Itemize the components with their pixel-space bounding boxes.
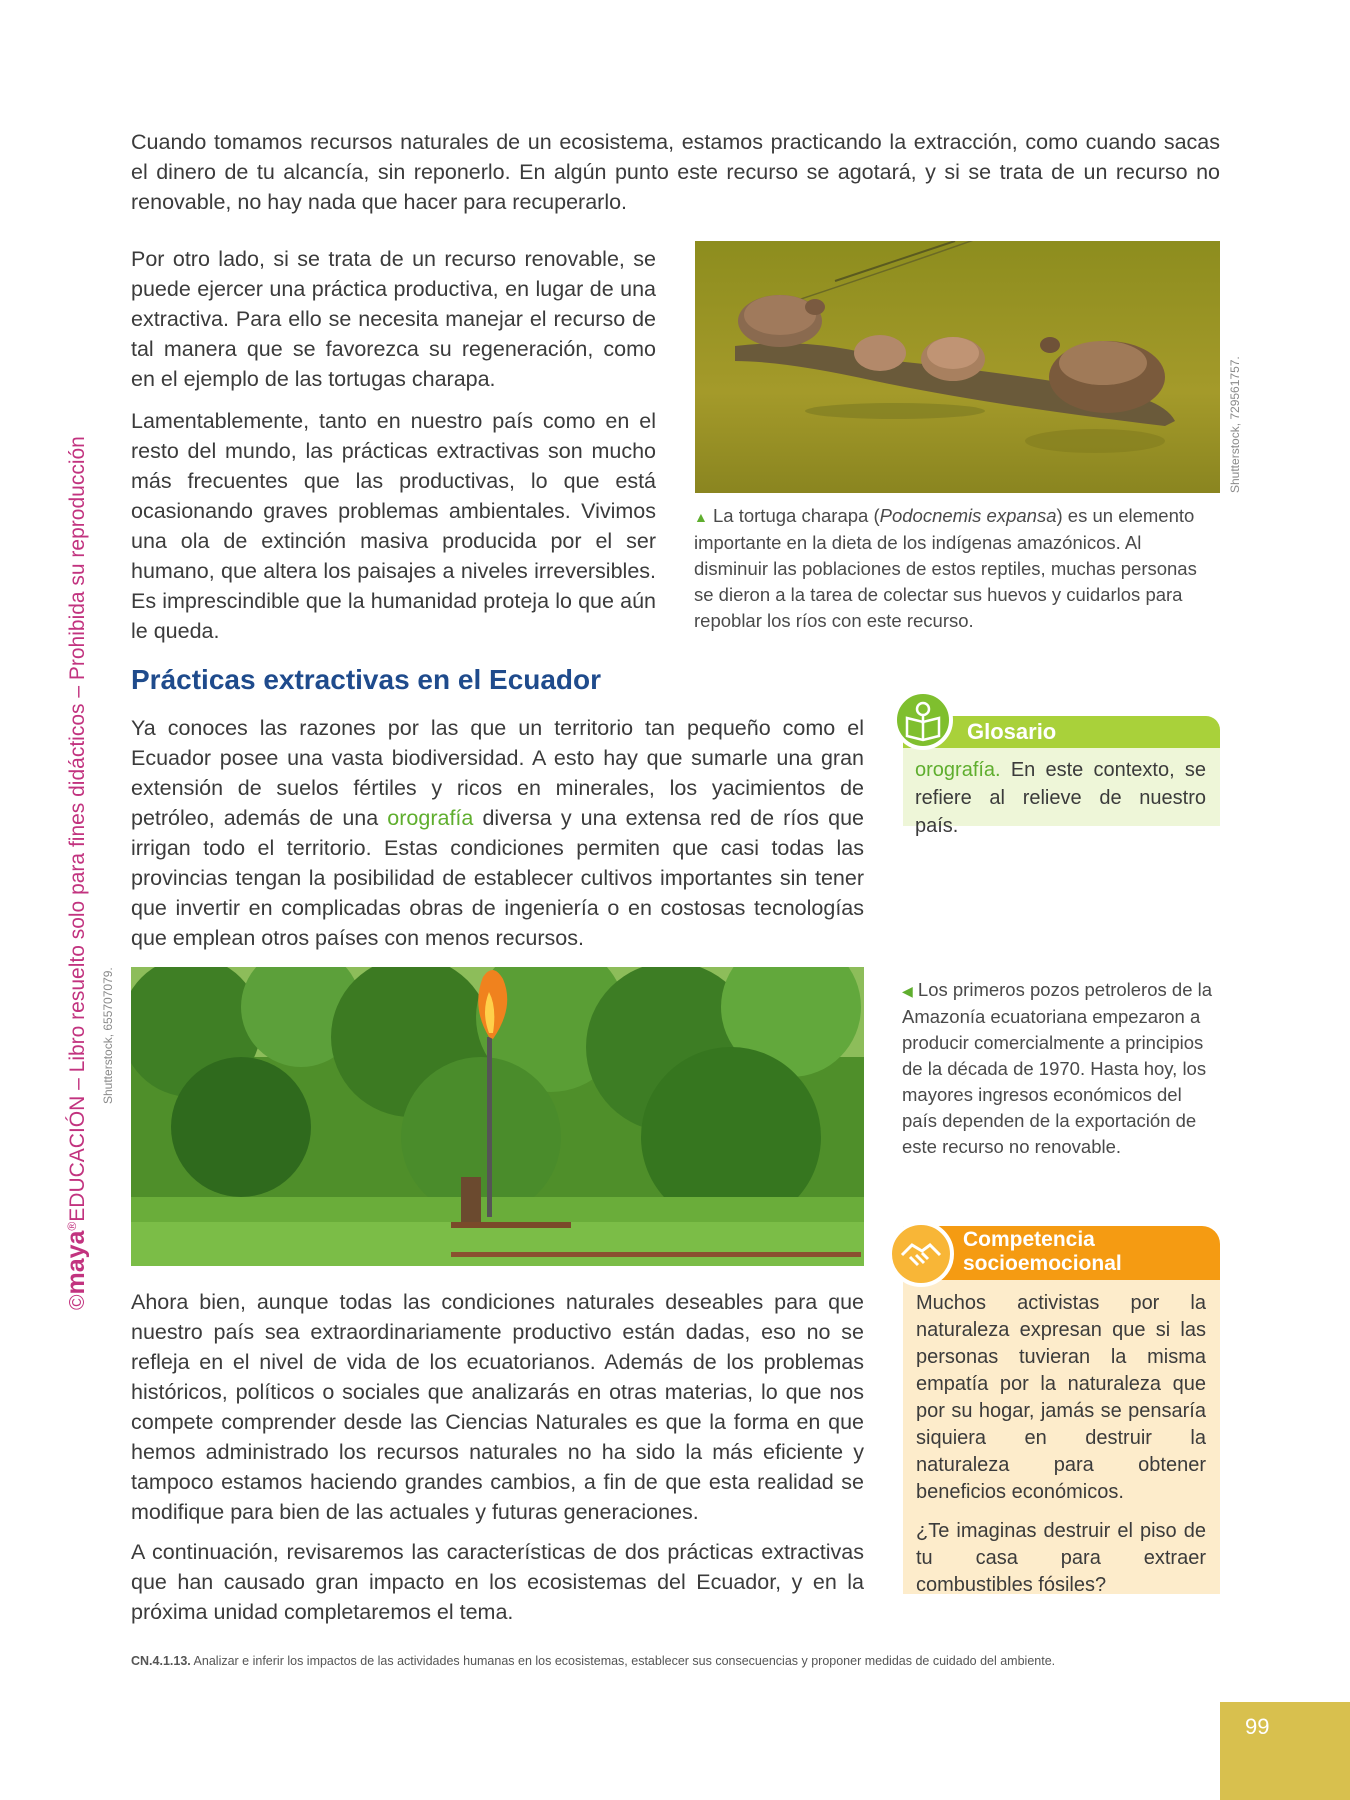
glossary-term: orografía. bbox=[915, 759, 1001, 781]
section-title: Prácticas extractivas en el Ecuador bbox=[131, 664, 602, 695]
copyright-notice: ©maya®EDUCACIÓN – Libro resuelto solo para fines didácticos – Prohibida su reproducción bbox=[62, 436, 90, 1310]
glossary-definition: En este contexto, se refiere al relieve de nuestro país. bbox=[915, 759, 1206, 837]
paragraph-next: A continuación, revisaremos las características de dos prácticas extractivas que han causado gran impacto en los ecosistemas del Ecuador, y en la próxima unidad completaremos el tema. bbox=[131, 1540, 864, 1624]
intro-paragraph: Cuando tomamos recursos naturales de un ecosistema, estamos practicando la extracción, como cuando sacas el dinero de tu alcancía, sin reponerlo. En algún punto este recurso se agotará, y si se trata de un recurso no renovable, no hay nada que hacer para recuperarlo. bbox=[131, 130, 1220, 214]
paragraph-administration: Ahora bien, aunque todas las condiciones naturales deseables para que nuestro país sea extraordinariamente productivo están dadas, eso no se refleja en el nivel de vida de los ecuatorianos. Además de los problemas históricos, políticos o sociales que analizarás en otras materias, lo que nos compete comprender desde las Ciencias Naturales es que la forma en que hemos administrado los recursos naturales no ha sido la más eficiente y tampoco estamos haciendo grandes cambios, a fin de que esta realidad se modifique para bien de las actuales y futuras generaciones. bbox=[131, 1290, 864, 1524]
curriculum-text: Analizar e inferir los impactos de las actividades humanas en los ecosistemas, establecer sus consecuencias y proponer medidas de cuidado del ambiente. bbox=[190, 1654, 1056, 1668]
caption-arrow-icon: ◀ bbox=[902, 983, 913, 999]
curriculum-code: CN.4.1.13. bbox=[131, 1654, 191, 1668]
oil-photo-credit: Shutterstock, 655707079. bbox=[101, 967, 115, 1104]
oil-caption: ◀ Los primeros pozos petroleros de la Amazonía ecuatoriana empezaron a producir comercialmente a principios de la década de 1970. Hasta hoy, los mayores ingresos económicos del país dependen de la exportación de este recurso no renovable. bbox=[902, 979, 1213, 1157]
curriculum-footnote bbox=[131, 1654, 1055, 1668]
paragraph-renewable: Por otro lado, si se trata de un recurso renovable, se puede ejercer una práctica productiva, en lugar de una extractiva. Para ello se necesita manejar el recurso de tal manera que se favorezca su regeneración, como en el ejemplo de las tortugas charapa. bbox=[131, 247, 656, 391]
page-number-tab bbox=[1220, 1702, 1350, 1800]
glossary-box bbox=[903, 716, 1220, 837]
socioemotional-competence-box bbox=[903, 1226, 1220, 1594]
oil-well-photo bbox=[131, 967, 864, 1266]
page-number: 99 bbox=[1245, 1714, 1270, 1739]
glossary-term-link: orografía bbox=[387, 806, 474, 830]
book-icon bbox=[893, 690, 953, 750]
competence-title-line1: Competencia bbox=[963, 1228, 1095, 1251]
paragraph-ecuador: Ya conoces las razones por las que un territorio tan pequeño como el Ecuador posee una vasta biodiversidad. A esto hay que sumarle una gran extensión de suelos fértiles y ricos en minerales, los yacimientos de petróleo, además de una orografía diversa y una extensa red de ríos que irrigan todo el territorio. Estas condiciones permiten que casi todas las provincias tengan la posibilidad de establecer cultivos importantes sin tener que invertir en complicadas obras de ingeniería o en costosas tecnologías que emplean otros países con menos recursos. bbox=[131, 716, 864, 950]
competence-paragraph-2: ¿Te imaginas destruir el piso de tu casa para extraer combustibles fósiles? bbox=[916, 1520, 1206, 1596]
species-name: Podocnemis expansa bbox=[879, 505, 1057, 526]
caption-triangle-icon: ▲ bbox=[694, 509, 708, 525]
glossary-title: Glosario bbox=[967, 719, 1057, 744]
competence-title-line2: socioemocional bbox=[963, 1252, 1122, 1275]
publisher-logo: maya bbox=[62, 1230, 90, 1295]
handshake-icon bbox=[888, 1221, 954, 1287]
competence-body bbox=[903, 1280, 1220, 1594]
turtle-photo-credit: Shutterstock, 729561757. bbox=[1228, 356, 1242, 493]
paragraph-extractive: Lamentablemente, tanto en nuestro país como en el resto del mundo, las prácticas extractivas son mucho más frecuentes que las productivas, lo que está ocasionando graves problemas ambientales. Vivimos una ola de extinción masiva producida por el ser humano, que altera los paisajes a niveles irreversibles. Es imprescindible que la humanidad proteja lo que aún le queda. bbox=[131, 409, 656, 643]
turtle-caption: ▲ La tortuga charapa (Podocnemis expansa) es un elemento importante en la dieta de los indígenas amazónicos. Al disminuir las poblaciones de estos reptiles, muchas personas se dieron a la tarea de colectar sus huevos y cuidarlos para repoblar los ríos con este recurso. bbox=[694, 505, 1197, 631]
turtle-photo bbox=[695, 241, 1220, 493]
glossary-body bbox=[903, 748, 1220, 837]
competence-paragraph-1: Muchos activistas por la naturaleza expresan que si las personas tuvieran la misma empatía por la naturaleza que por su hogar, jamás se pensaría siquiera en destruir la naturaleza para obtener beneficios económicos. bbox=[916, 1292, 1206, 1503]
